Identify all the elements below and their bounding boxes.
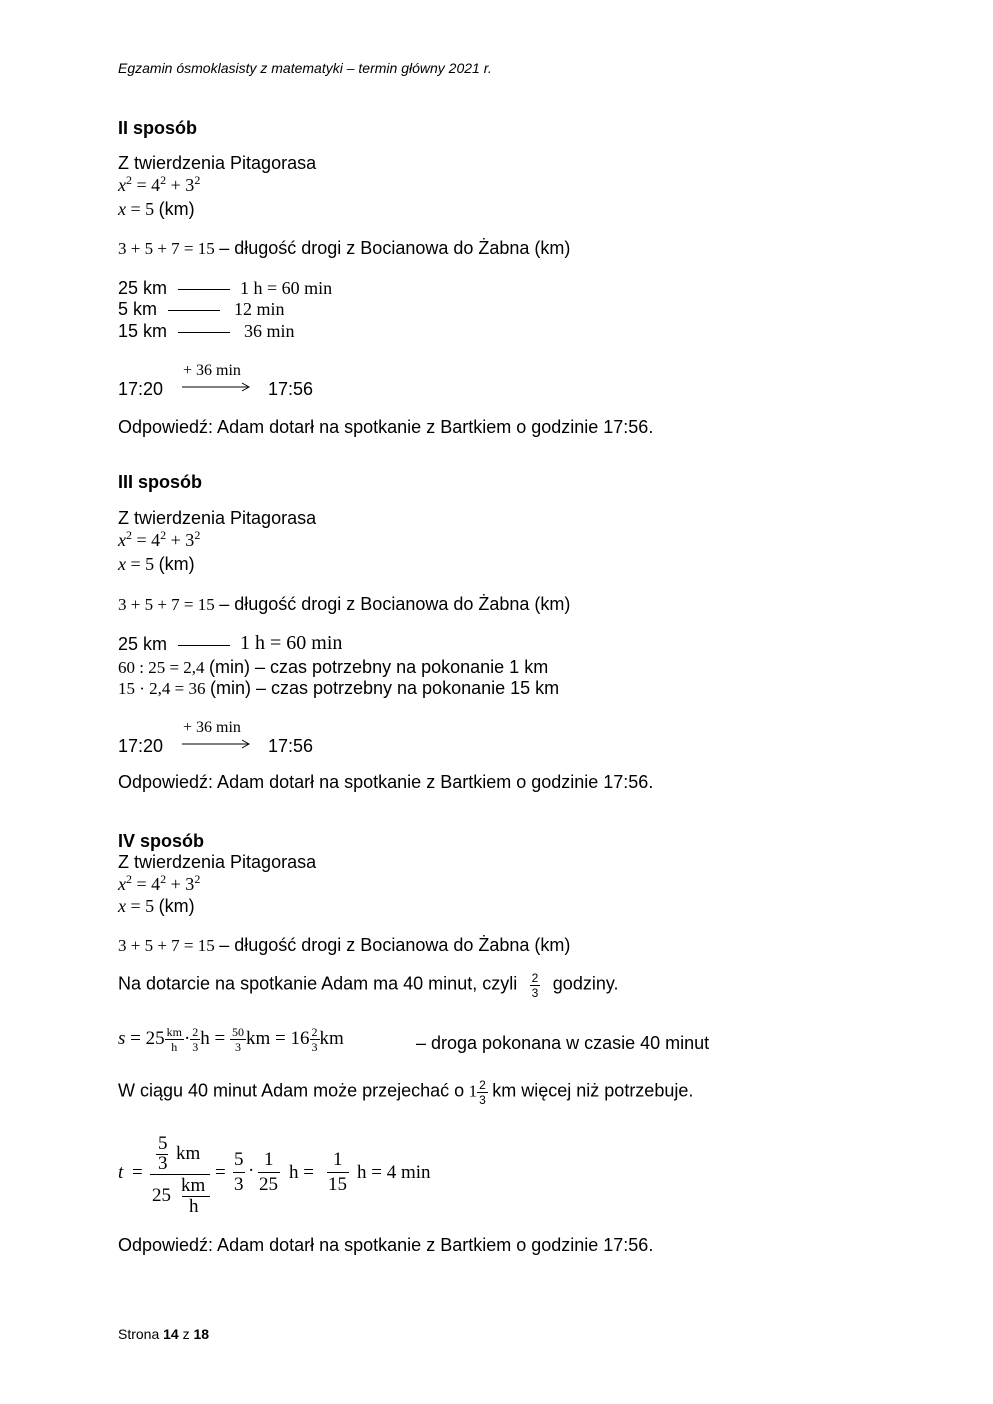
section-3-answer: Odpowiedź: Adam dotarł na spotkanie z Bartkiem o godzinie 17:56. [118, 772, 654, 792]
section-3-time-add: + 36 min [183, 719, 241, 736]
section-2-row-1-right: 1 h = 60 min [240, 278, 333, 298]
section-2-time-start: 17:20 [118, 379, 164, 399]
section-3-row-left: 25 km [118, 634, 168, 654]
page-footer: Strona 14 z 18 [118, 1326, 210, 1342]
section-3-calc-1: 60 : 25 = 2,4 (min) – czas potrzebny na pokonanie 1 km [118, 657, 549, 677]
document-header: Egzamin ósmoklasisty z matematyki – termin główny 2021 r. [118, 60, 492, 76]
section-2-row-2-left: 5 km [118, 299, 158, 319]
fraction-two-thirds: $\frac{2}{3}$ [531, 971, 539, 1000]
section-2-pitagoras: Z twierdzenia Pitagorasa [118, 153, 317, 173]
section-4-answer: Odpowiedź: Adam dotarł na spotkanie z Bartkiem o godzinie 17:56. [118, 1235, 654, 1255]
section-2-row-3-left: 15 km [118, 321, 168, 341]
section-3-time-start: 17:20 [118, 736, 164, 756]
section-4-distance-desc: – droga pokonana w czasie 40 minut [416, 1033, 710, 1053]
section-3-time-end: 17:56 [268, 736, 314, 756]
section-2-row-1-left: 25 km [118, 278, 168, 298]
section-2-row-3-right: 36 min [244, 321, 295, 341]
section-4-equation-x2: $x^2 = 4^2 + 3^2$ [118, 872, 201, 894]
section-2-row-1-dash [178, 289, 230, 290]
section-4-distance-formula: s = 25 $\frac{km}{h}$ · $\frac{2}{3}$ h = $\frac{50}{3}$ km = 16 $\frac{2}{3}$ km [118, 1025, 344, 1054]
section-2-road-length: 3 + 5 + 7 = 15 – długość drogi z Bocianowa do Żabna (km) [118, 238, 571, 258]
section-3-arrow-icon [182, 738, 252, 750]
section-3-road-length: 3 + 5 + 7 = 15 – długość drogi z Bocianowa do Żabna (km) [118, 594, 571, 614]
section-2-time-end: 17:56 [268, 379, 314, 399]
section-4-more-distance: W ciągu 40 minut Adam może przejechać o 1 $\frac{2}{3}$ km więcej niż potrzebuje. [118, 1078, 694, 1107]
section-2-row-2-dash [168, 310, 220, 311]
section-2-answer: Odpowiedź: Adam dotarł na spotkanie z Bartkiem o godzinie 17:56. [118, 417, 654, 437]
section-2-title: II sposób [118, 118, 198, 138]
section-2-row-2-right: 12 min [234, 299, 285, 319]
section-2-equation-x: x = 5 (km) [118, 199, 195, 219]
section-3-row-dash [178, 645, 230, 646]
section-2-row-3-dash [178, 332, 230, 333]
section-4-time-text: Na dotarcie na spotkanie Adam ma 40 minut, czyli $\frac{2}{3}$ godziny. [118, 971, 619, 1000]
section-2-arrow-icon [182, 381, 252, 393]
section-3-calc-2: 15 · 2,4 = 36 (min) – czas potrzebny na pokonanie 15 km [118, 678, 560, 698]
section-3-equation-x2: $x^2 = 4^2 + 3^2$ [118, 528, 201, 550]
section-4-title: IV sposób [118, 831, 205, 851]
section-4-pitagoras: Z twierdzenia Pitagorasa [118, 852, 317, 872]
section-2-time-add: + 36 min [183, 362, 241, 379]
section-4-road-length: 3 + 5 + 7 = 15 – długość drogi z Bocianowa do Żabna (km) [118, 935, 571, 955]
section-3-row-right: 1 h = 60 min [240, 632, 343, 654]
section-4-equation-x: x = 5 (km) [118, 896, 195, 916]
section-3-pitagoras: Z twierdzenia Pitagorasa [118, 508, 317, 528]
section-3-title: III sposób [118, 472, 203, 492]
section-3-equation-x: x = 5 (km) [118, 554, 195, 574]
section-2-equation-x2: $x^2 = 4^2 + 3^2$ [118, 173, 201, 195]
